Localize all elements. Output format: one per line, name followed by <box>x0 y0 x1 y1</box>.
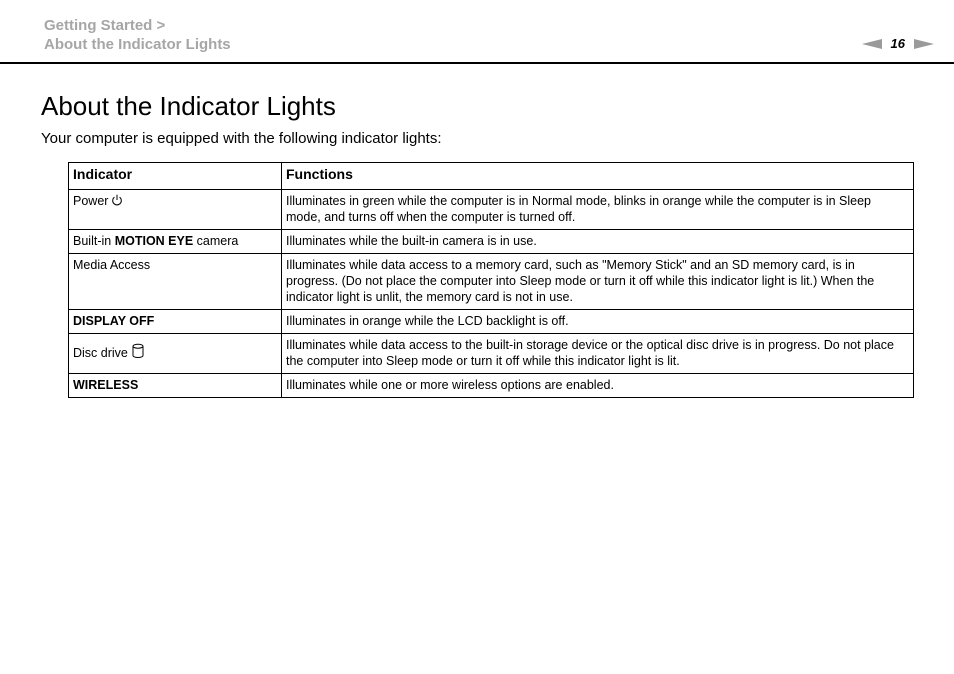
table-row <box>69 254 914 310</box>
indicator-label-suffix: camera <box>196 234 239 248</box>
table-row <box>69 230 914 254</box>
indicator-cell <box>69 190 282 230</box>
indicator-cell: DISPLAY OFF <box>69 310 282 334</box>
function-cell: Illuminates while data access to a memory card, such as "Memory Stick" and an SD memory card, is in progress. (Do not place the computer into Sleep mode or turn it off while this indicator light is lit.) When the indicator light is unlit, the memory card is not in use. <box>282 254 914 310</box>
column-header-indicator: Indicator <box>69 163 282 190</box>
indicator-cell <box>69 230 282 254</box>
indicator-table <box>68 162 914 398</box>
function-cell: Illuminates in green while the computer is in Normal mode, blinks in orange while the computer is in Sleep mode, and turns off when the computer is turned off. <box>282 190 914 230</box>
table-row <box>69 334 914 374</box>
breadcrumb-current[interactable]: About the Indicator Lights <box>44 36 231 53</box>
function-cell: Illuminates while data access to the built-in storage device or the optical disc drive is in progress. Do not place the computer into Sleep mode or turn it off while this indicator light is lit. <box>282 334 914 374</box>
power-icon <box>111 194 123 211</box>
indicator-label-bold: MOTION EYE <box>114 234 194 248</box>
next-page-arrow-icon[interactable] <box>914 39 934 49</box>
indicator-cell: Media Access <box>69 254 282 310</box>
table-row <box>69 374 914 398</box>
indicator-cell: WIRELESS <box>69 374 282 398</box>
disc-drive-icon <box>131 343 145 363</box>
indicator-cell <box>69 334 282 374</box>
function-cell: Illuminates while the built-in camera is in use. <box>282 230 914 254</box>
function-cell: Illuminates while one or more wireless options are enabled. <box>282 374 914 398</box>
column-header-functions: Functions <box>282 163 914 190</box>
intro-text: Your computer is equipped with the following indicator lights: <box>41 130 442 147</box>
table-row <box>69 310 914 334</box>
table-row <box>69 190 914 230</box>
previous-page-arrow-icon[interactable] <box>862 39 882 49</box>
indicator-label-prefix: Built-in <box>73 234 112 248</box>
page-number: 16 <box>890 36 905 51</box>
function-cell: Illuminates in orange while the LCD backlight is off. <box>282 310 914 334</box>
page-navigation <box>862 36 934 51</box>
indicator-label: Disc drive <box>73 346 128 360</box>
indicator-label: Power <box>73 194 109 208</box>
page-title: About the Indicator Lights <box>41 91 336 121</box>
breadcrumb-parent[interactable]: Getting Started > <box>44 17 166 34</box>
table-header-row <box>69 163 914 190</box>
breadcrumb <box>44 16 231 54</box>
header-divider <box>0 62 954 64</box>
